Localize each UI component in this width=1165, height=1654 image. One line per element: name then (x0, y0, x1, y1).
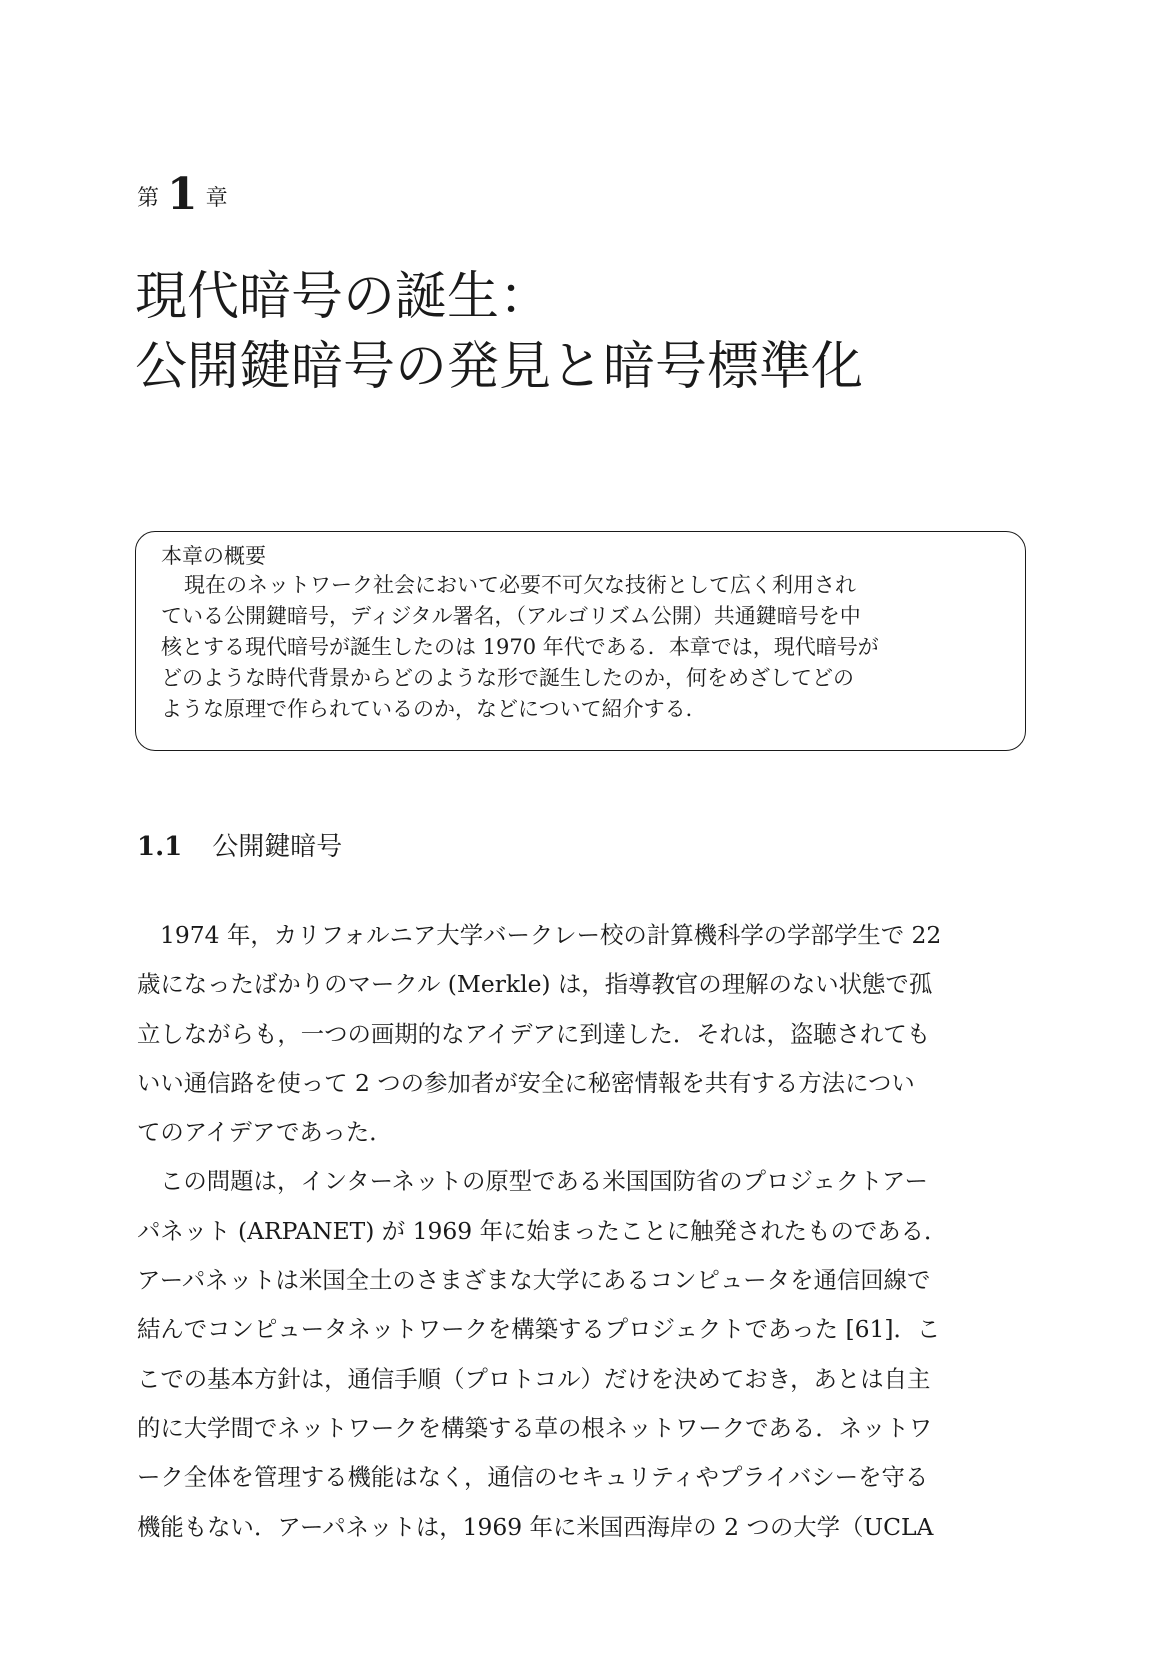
chapter-title-line-1: 現代暗号の誕生： (135, 267, 552, 327)
paragraph-line: パネット (ARPANET) が 1969 年に始まったことに触発されたものである． (137, 1216, 948, 1245)
chapter-number: 1 (167, 169, 198, 220)
section-heading (137, 827, 342, 867)
paragraph-line: 的に大学間でネットワークを構築する草の根ネットワークである．ネットワ (137, 1413, 933, 1442)
abstract-line: 現在のネットワーク社会において必要不可欠な技術として広く利用され (184, 573, 856, 597)
paragraph-line: こでの基本方針は，通信手順（プロトコル）だけを決めておき，あとは自主 (137, 1364, 931, 1393)
paragraph-line: てのアイデアであった． (137, 1118, 393, 1147)
abstract-heading: 本章の概要 (161, 544, 266, 568)
chapter-title-line-2: 公開鍵暗号の発見と暗号標準化 (135, 337, 864, 397)
paragraph-line: 1974 年，カリフォルニア大学バークレー校の計算機科学の学部学生で 22 (160, 921, 942, 949)
abstract-line: ような原理で作られているのか，などについて紹介する． (161, 697, 707, 721)
chapter-suffix: 章 (205, 186, 228, 211)
paragraph-line: アーパネットは米国全土のさまざまな大学にあるコンピュータを通信回線で (137, 1266, 931, 1295)
paragraph-line: 歳になったばかりのマークル (Merkle) は，指導教官の理解のない状態で孤 (137, 970, 933, 999)
body-text (137, 911, 1032, 1552)
chapter-label (137, 170, 228, 224)
paragraph-line: いい通信路を使って 2 つの参加者が安全に秘密情報を共有する方法につい (137, 1068, 915, 1097)
section-title: 公開鍵暗号 (212, 832, 343, 862)
section-number: 1.1 (137, 832, 183, 862)
paragraph-line: ーク全体を管理する機能はなく，通信のセキュリティやプライバシーを守る (137, 1463, 929, 1492)
paragraph-line: この問題は，インターネットの原型である米国国防省のプロジェクトアー (160, 1167, 928, 1196)
paragraph-line: 機能もない．アーパネットは，1969 年に米国西海岸の 2 つの大学（UCLA (137, 1512, 934, 1541)
abstract-line: 核とする現代暗号が誕生したのは 1970 年代である．本章では，現代暗号が (161, 635, 879, 659)
chapter-prefix: 第 (137, 186, 160, 211)
paragraph-line: 結んでコンピュータネットワークを構築するプロジェクトであった [61]．こ (137, 1315, 941, 1344)
paragraph-line: 立しながらも，一つの画期的なアイデアに到達した．それは，盗聴されても (137, 1019, 931, 1048)
chapter-abstract-box (135, 531, 1026, 751)
chapter-title (135, 262, 1035, 402)
abstract-line: どのような時代背景からどのような形で誕生したのか，何をめざしてどの (161, 666, 854, 690)
abstract-line: ている公開鍵暗号，ディジタル署名，（アルゴリズム公開）共通鍵暗号を中 (161, 604, 861, 628)
